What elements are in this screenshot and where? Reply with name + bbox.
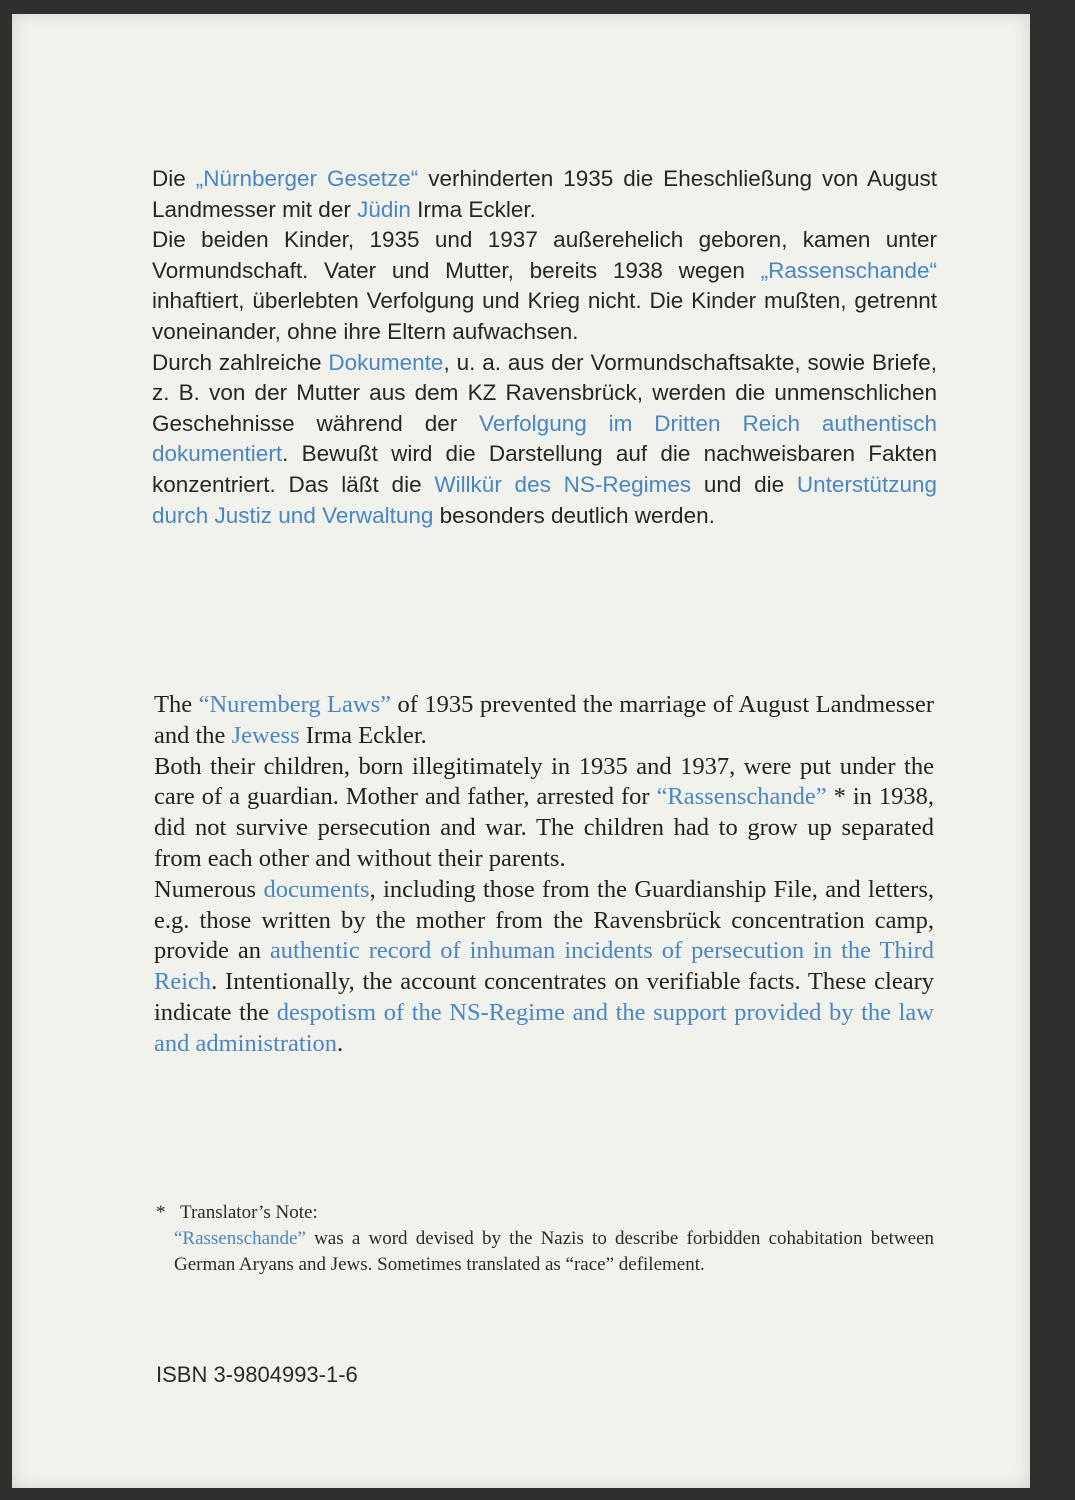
highlight-term: authentic record of inhuman incidents of persecution in the Third Reich [154, 937, 934, 996]
german-paragraph-1: Die „Nürnberger Gesetze“ verhinderten 1935 die Eheschließung von August Landmesser mit der Jüdin Irma Eckler. [152, 166, 938, 222]
highlight-term: Willkür des NS-Regimes [434, 471, 692, 497]
footnote-asterisk: * [156, 1202, 166, 1223]
translators-note [156, 1200, 934, 1278]
translators-note-heading: Translator’s Note: [180, 1202, 318, 1223]
highlight-term: “Rassenschande” [174, 1228, 306, 1249]
english-paragraph-2: Both their children, born illegitimately in 1935 and 1937, were put under the care of a guardian. Mother and father, arrested for “Rassenschande” * in 1938, did not survive persecution and war. The children had to grow up separated from each other and without their parents. [154, 752, 934, 872]
highlight-term: Jewess [231, 721, 300, 749]
highlight-term: documents [263, 875, 370, 903]
isbn-number: ISBN 3-9804993-1-6 [156, 1362, 358, 1387]
highlight-term: “Rassenschande” [656, 783, 827, 811]
german-paragraph-2: Die beiden Kinder, 1935 und 1937 außerehelich geboren, kamen unter Vormundschaft. Vater und Mutter, bereits 1938 wegen „Rassenschande“ inhaftiert, überlebten Verfolgung und Krieg nicht. Die Kinder mußten, getrennt voneinander, ohne ihre Eltern aufwachsen. [152, 227, 937, 344]
english-paragraph-1: The “Nuremberg Laws” of 1935 prevented the marriage of August Landmesser and the Jewess Irma Eckler. [154, 691, 934, 749]
highlight-term: despotism of the NS-Regime and the support provided by the law and administration [154, 998, 934, 1057]
english-blurb [154, 690, 934, 1060]
book-back-cover [12, 14, 1030, 1488]
highlight-term: Dokumente [328, 349, 444, 375]
highlight-term: „Nürnberger Gesetze“ [195, 166, 419, 191]
highlight-term: „Rassenschande“ [760, 257, 937, 283]
highlight-term: Unterstützung durch Justiz und Verwaltung [152, 471, 937, 528]
german-paragraph-3: Durch zahlreiche Dokumente, u. a. aus der Vormundschaftsakte, sowie Briefe, z. B. von der Mutter aus dem KZ Ravensbrück, werden die unmenschlichen Geschehnisse während der Verfolgung im Dritten Reich authentisch dokumentiert. Bewußt wird die Darstellung auf die nachweisbaren Fakten konzentriert. Das läßt die Willkür des NS-Regimes und die Unterstützung durch Justiz und Verwaltung besonders deutlich werden. [152, 349, 937, 528]
highlight-term: Verfolgung im Dritten Reich authentisch dokumentiert [152, 410, 937, 467]
highlight-term: “Nuremberg Laws” [198, 691, 391, 718]
highlight-term: Jüdin [357, 196, 411, 222]
translators-note-body: “Rassenschande” was a word devised by the Nazis to describe forbidden cohabitation between German Aryans and Jews. Sometimes translated as “race” defilement. [174, 1228, 934, 1275]
german-blurb [152, 164, 937, 531]
english-paragraph-3: Numerous documents, including those from the Guardianship File, and letters, e.g. those written by the mother from the Ravensbrück concentration camp, provide an authentic record of inhuman incidents of persecution in the Third Reich. Intentionally, the account concentrates on verifiable facts. These cleary indicate the despotism of the NS-Regime and the support provided by the law and administration. [154, 875, 934, 1057]
